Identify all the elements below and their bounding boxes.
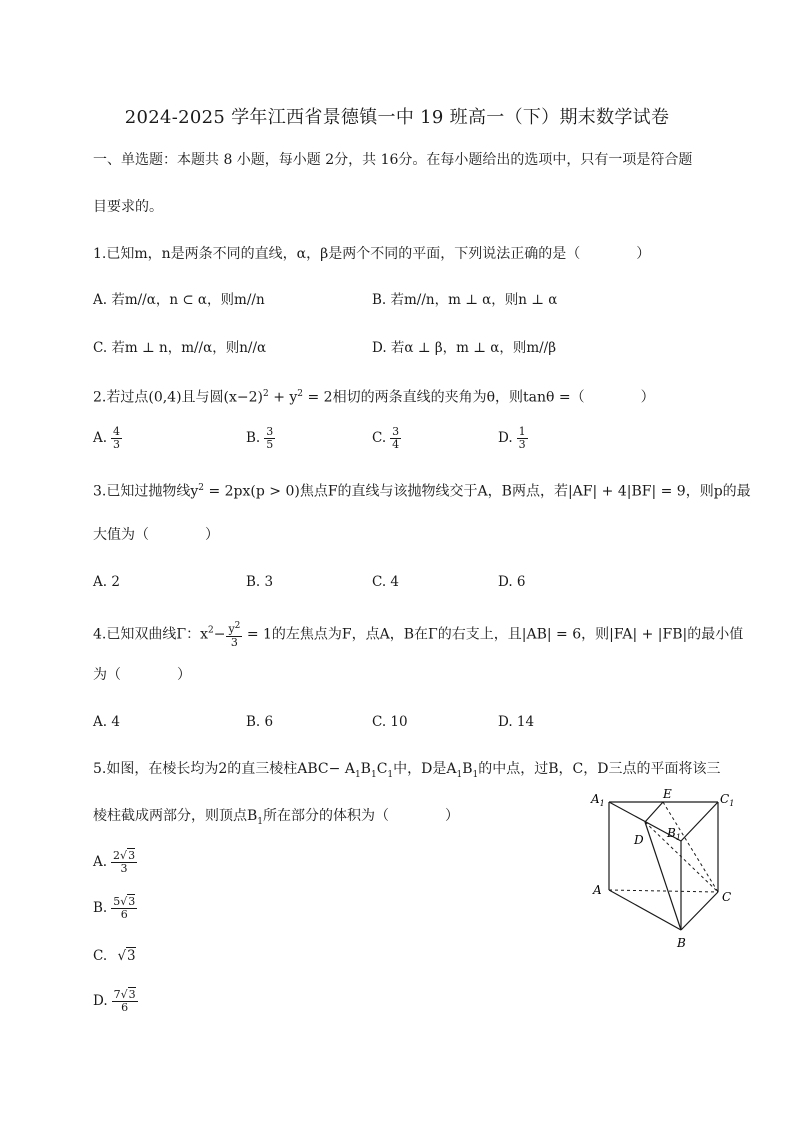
q4-stem-cont: 为（ ） — [93, 667, 191, 683]
edge-bc — [681, 892, 718, 930]
q3-stem: 3.已知过抛物线$y^2 = 2px(p > 0)$焦点F的直线与该抛物线交于A，B两点，若|AF| + 4|BF| = 9，则p的最 — [93, 483, 751, 500]
segment-de — [645, 802, 663, 822]
q3-stem-cont: 大值为（ ） — [93, 527, 219, 543]
q3-option-a[interactable]: A. 2 — [93, 574, 120, 590]
q5-stem: 5.如图，在棱长均为2的直三棱柱$ABC- A_1B_1C_1$中，D是$A_1B_1$的中点，过B，C，D三点的平面将该三 — [93, 761, 721, 780]
q4-option-c[interactable]: C. 10 — [372, 714, 408, 730]
q5-option-a[interactable]: A. $\frac{2√3}{3}$ — [93, 849, 136, 875]
q2-option-a[interactable]: A. $\frac{4}{3}$ — [93, 425, 121, 451]
q5-option-c[interactable]: C. √3 — [93, 948, 136, 964]
q3-option-c[interactable]: C. 4 — [372, 574, 400, 590]
q1-option-a[interactable]: A. 若m//α，n ⊂ α，则m//n — [93, 292, 265, 308]
label-c: C — [722, 890, 732, 904]
q5-option-d[interactable]: D. $\frac{7√3}{6}$ — [93, 988, 136, 1014]
label-d: D — [634, 833, 644, 847]
q4-stem: 4.已知双曲线Γ：$x^2-$ $\frac{y^2}{3}$ = 1的左焦点为F，点A，B在Γ的右支上，且|AB| = 6，则|FA| + |FB|的最小值 — [93, 621, 744, 649]
q1-option-c[interactable]: C. 若m ⊥ n，m//α，则n//α — [93, 340, 267, 356]
q2-option-d[interactable]: D. $\frac{1}{3}$ — [498, 425, 526, 451]
edge-b1c1 — [681, 802, 718, 841]
label-a1: $A_1$ — [591, 792, 605, 808]
q4-option-b[interactable]: B. 6 — [246, 714, 274, 730]
q2-stem: 2.若过点(0,4)且与圆$(x-2)^2 + y^2 = 2$相切的两条直线的夹角为θ，则tanθ =（ ） — [93, 389, 655, 406]
q5-stem-cont: 棱柱截成两部分，则顶点$B_1$所在部分的体积为（ ） — [93, 808, 460, 827]
edge-ac-hidden — [609, 890, 718, 892]
section-heading-cont: 目要求的。 — [93, 199, 163, 215]
label-a: A — [593, 883, 602, 897]
q2-option-c[interactable]: C. $\frac{3}{4}$ — [372, 425, 400, 451]
q4-option-d[interactable]: D. 14 — [498, 714, 535, 730]
page-title: 2024-2025 学年江西省景德镇一中 19 班高一（下）期末数学试卷 — [124, 107, 670, 128]
q5-option-b[interactable]: B. $\frac{5√3}{6}$ — [93, 895, 136, 921]
q1-option-d[interactable]: D. 若α ⊥ β，m ⊥ α，则m//β — [372, 340, 557, 356]
q1-stem: 1.已知m，n是两条不同的直线，α，β是两个不同的平面，下列说法正确的是（ ） — [93, 246, 651, 262]
q3-option-d[interactable]: D. 6 — [498, 574, 526, 590]
section-heading: 一、单选题：本题共 8 小题，每小题 2分，共 16分。在每小题给出的选项中，只有一项是符合题 — [93, 152, 693, 168]
label-b: B — [677, 936, 686, 950]
label-e: E — [663, 787, 672, 801]
label-b1: $B_1$ — [667, 826, 681, 842]
q2-option-b[interactable]: B. $\frac{3}{5}$ — [246, 425, 274, 451]
q4-option-a[interactable]: A. 4 — [93, 714, 120, 730]
q3-option-b[interactable]: B. 3 — [246, 574, 274, 590]
prism-figure — [585, 785, 745, 955]
label-c1: $C_1$ — [720, 792, 735, 808]
q1-option-b[interactable]: B. 若m//n，m ⊥ α，则n ⊥ α — [372, 292, 558, 308]
